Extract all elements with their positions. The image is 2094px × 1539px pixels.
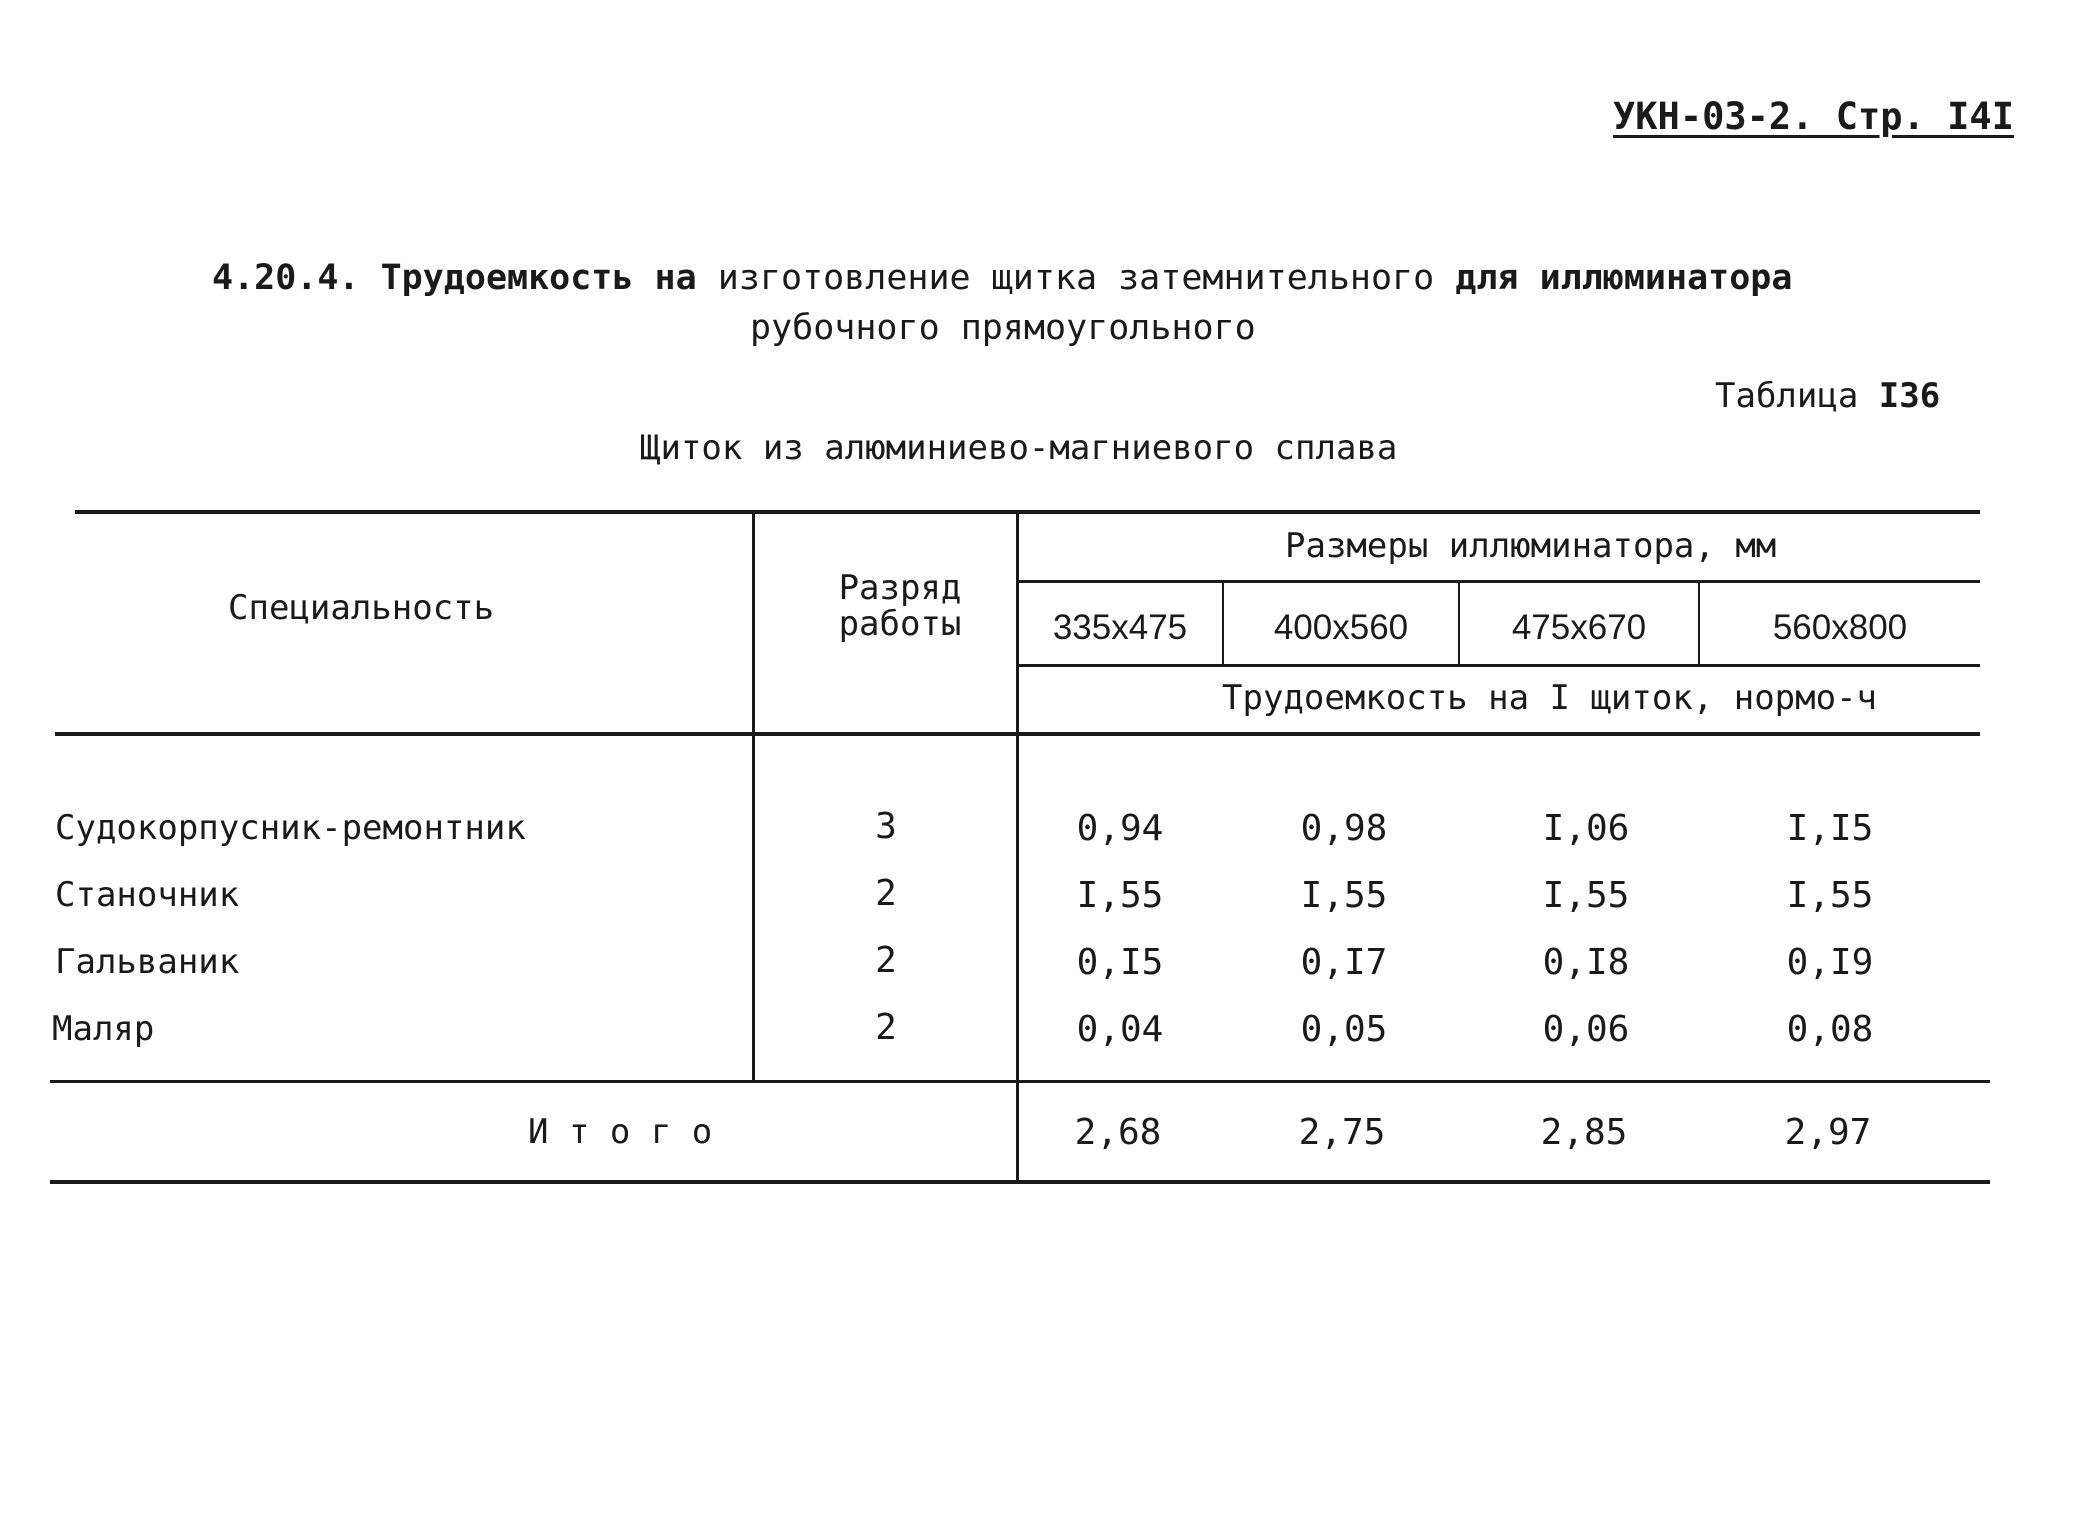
section-title-line1	[212, 258, 1792, 298]
section-title-line2: рубочного прямоугольного	[750, 308, 1256, 348]
row-specialty: Гальваник	[55, 942, 240, 982]
col-header-grade	[800, 570, 1000, 642]
row-value: I,55	[1786, 875, 1874, 916]
row-grade: 3	[875, 806, 897, 847]
total-value: 2,97	[1784, 1112, 1872, 1153]
section-title-bold2: для иллюминатора	[1455, 258, 1793, 298]
table-bottom-rule	[50, 1180, 1990, 1184]
group-header-sizes: Размеры иллюминатора, мм	[1285, 526, 1777, 566]
total-value: 2,85	[1540, 1112, 1628, 1153]
specialty-grade-divider	[752, 510, 755, 1082]
size-col-2: 400x560	[1273, 608, 1409, 647]
row-value: 0,I7	[1300, 942, 1388, 983]
size-col-3: 475x670	[1511, 608, 1647, 647]
row-value: 0,98	[1300, 808, 1388, 849]
row-value: 0,04	[1076, 1009, 1164, 1050]
row-value: 0,I8	[1542, 942, 1630, 983]
section-title-text: изготовление щитка затемнительного	[717, 258, 1435, 298]
table-label	[1715, 376, 1940, 416]
row-specialty: Маляр	[52, 1009, 155, 1049]
row-value: 0,I9	[1786, 942, 1874, 983]
section-title-bold: Трудоемкость на	[380, 258, 697, 298]
row-specialty: Станочник	[55, 875, 240, 915]
table-caption: Щиток из алюминиево-магниевого сплава	[640, 428, 1398, 468]
table-label-prefix: Таблица	[1715, 376, 1859, 416]
total-value: 2,75	[1298, 1112, 1386, 1153]
row-grade: 2	[875, 1007, 897, 1048]
col-header-grade-line2: работы	[838, 604, 962, 644]
row-value: 0,06	[1542, 1009, 1630, 1050]
total-value: 2,68	[1074, 1112, 1162, 1153]
row-value: I,I5	[1786, 808, 1874, 849]
group-header-rule	[1018, 580, 1980, 583]
row-specialty: Судокорпусник-ремонтник	[55, 808, 526, 848]
sizes-rule	[1018, 664, 1980, 667]
row-value: 0,08	[1786, 1009, 1874, 1050]
unit-header: Трудоемкость на I щиток, нормо-ч	[1222, 678, 1878, 718]
col-header-specialty: Специальность	[228, 588, 495, 628]
row-value: 0,94	[1076, 808, 1164, 849]
table-number: I36	[1878, 376, 1941, 416]
size-col-4: 560x800	[1772, 608, 1908, 647]
row-value: I,55	[1542, 875, 1630, 916]
col-header-grade-line1: Разряд	[838, 568, 962, 608]
row-value: I,55	[1076, 875, 1164, 916]
body-bottom-rule	[50, 1080, 1990, 1083]
row-value: 0,I5	[1076, 942, 1164, 983]
section-number: 4.20.4.	[212, 258, 360, 298]
row-grade: 2	[875, 873, 897, 914]
total-label: И т о г о	[528, 1112, 713, 1152]
row-value: 0,05	[1300, 1009, 1388, 1050]
row-value: I,55	[1300, 875, 1388, 916]
table-top-rule	[75, 510, 1980, 514]
page-reference: УКН-03-2. Стр. I4I	[1613, 95, 2014, 138]
size-col-1: 335x475	[1052, 608, 1188, 647]
row-value: I,06	[1542, 808, 1630, 849]
row-grade: 2	[875, 940, 897, 981]
